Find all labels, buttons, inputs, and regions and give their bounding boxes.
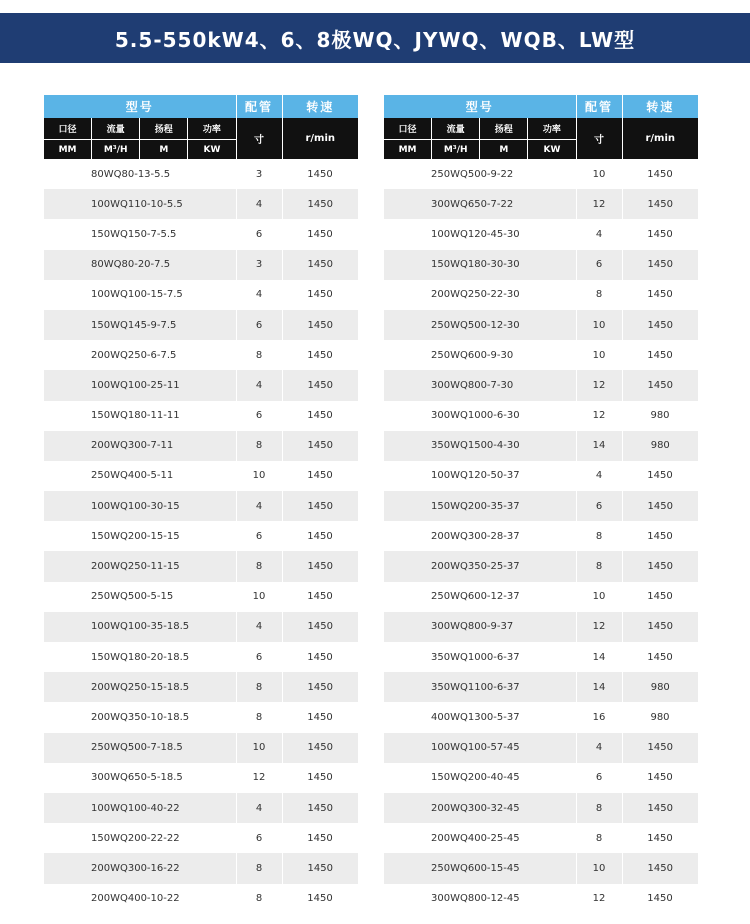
- cell-model: 100WQ100-25-11: [44, 370, 236, 400]
- table-row: [44, 189, 358, 219]
- table-row: [384, 793, 698, 823]
- header-flow: 流量: [432, 118, 480, 139]
- cell-pipe: 10: [576, 582, 622, 612]
- table-row: [44, 612, 358, 642]
- table-row: [384, 884, 698, 914]
- cell-speed: 1450: [622, 582, 698, 612]
- cell-speed: 1450: [282, 189, 358, 219]
- unit-power: KW: [203, 144, 221, 155]
- cell-pipe: 8: [576, 823, 622, 853]
- unit-pipe: 寸: [576, 118, 622, 159]
- cell-pipe: 6: [576, 250, 622, 280]
- header-flow: 流量: [92, 118, 140, 139]
- cell-model: 150WQ200-40-45: [384, 763, 576, 793]
- cell-speed: 1450: [282, 370, 358, 400]
- table-row: [44, 702, 358, 732]
- cell-speed: 1450: [622, 461, 698, 491]
- header-power: 功率: [542, 125, 561, 135]
- header-pipe: 配管: [236, 95, 282, 118]
- cell-pipe: 14: [576, 642, 622, 672]
- cell-model: 150WQ145-9-7.5: [44, 310, 236, 340]
- cell-model: 100WQ100-30-15: [44, 491, 236, 521]
- table-row: [384, 189, 698, 219]
- cell-speed: 1450: [622, 642, 698, 672]
- cell-speed: 1450: [622, 340, 698, 370]
- cell-speed: 1450: [622, 521, 698, 551]
- unit-pipe: 寸: [236, 118, 282, 159]
- unit-flow: M³/H: [92, 140, 140, 159]
- cell-speed: 1450: [282, 491, 358, 521]
- cell-model: 250WQ500-7-18.5: [44, 733, 236, 763]
- cell-speed: 1450: [282, 823, 358, 853]
- cell-model: 300WQ800-12-45: [384, 884, 576, 914]
- cell-model: 300WQ800-7-30: [384, 370, 576, 400]
- cell-speed: 1450: [282, 461, 358, 491]
- cell-speed: 980: [622, 702, 698, 732]
- cell-speed: 980: [622, 672, 698, 702]
- cell-model: 200WQ350-25-37: [384, 551, 576, 581]
- cell-model: 250WQ600-15-45: [384, 853, 576, 883]
- table-row: [44, 642, 358, 672]
- table-row: [384, 853, 698, 883]
- cell-speed: 1450: [622, 823, 698, 853]
- cell-pipe: 12: [236, 763, 282, 793]
- cell-speed: 1450: [282, 280, 358, 310]
- cell-speed: 1450: [282, 219, 358, 249]
- cell-model: 300WQ1000-6-30: [384, 401, 576, 431]
- cell-pipe: 4: [576, 461, 622, 491]
- cell-speed: 1450: [622, 763, 698, 793]
- cell-pipe: 4: [236, 370, 282, 400]
- cell-pipe: 8: [236, 340, 282, 370]
- table-row: [44, 370, 358, 400]
- unit-flow: M³/H: [432, 140, 480, 159]
- cell-speed: 1450: [282, 340, 358, 370]
- table-row: [384, 521, 698, 551]
- cell-pipe: 8: [236, 853, 282, 883]
- cell-pipe: 4: [236, 793, 282, 823]
- table-row: [44, 884, 358, 914]
- cell-pipe: 8: [236, 431, 282, 461]
- cell-pipe: 3: [236, 250, 282, 280]
- table-row: [44, 250, 358, 280]
- cell-pipe: 16: [576, 702, 622, 732]
- cell-speed: 1450: [282, 431, 358, 461]
- cell-model: 200WQ350-10-18.5: [44, 702, 236, 732]
- table-row: [384, 159, 698, 189]
- table-row: [44, 401, 358, 431]
- table-row: [44, 793, 358, 823]
- cell-model: 200WQ400-25-45: [384, 823, 576, 853]
- cell-pipe: 6: [236, 642, 282, 672]
- cell-model: 200WQ250-22-30: [384, 280, 576, 310]
- cell-model: 150WQ200-15-15: [44, 521, 236, 551]
- header-caliber: 口径: [44, 118, 92, 139]
- table-row: [44, 461, 358, 491]
- cell-speed: 1450: [622, 219, 698, 249]
- cell-pipe: 8: [236, 702, 282, 732]
- table-row: [384, 763, 698, 793]
- cell-pipe: 14: [576, 431, 622, 461]
- cell-pipe: 6: [576, 763, 622, 793]
- cell-model: 150WQ180-20-18.5: [44, 642, 236, 672]
- cell-model: 200WQ300-7-11: [44, 431, 236, 461]
- table-row: [44, 431, 358, 461]
- table-row: [384, 280, 698, 310]
- unit-caliber: MM: [44, 140, 92, 159]
- table-row: [44, 582, 358, 612]
- spec-table-right: [384, 95, 698, 914]
- cell-model: 200WQ250-15-18.5: [44, 672, 236, 702]
- unit-power: KW: [543, 144, 561, 155]
- cell-speed: 1450: [282, 310, 358, 340]
- cell-speed: 1450: [622, 250, 698, 280]
- cell-pipe: 6: [236, 521, 282, 551]
- cell-speed: 1450: [282, 159, 358, 189]
- cell-speed: 1450: [622, 370, 698, 400]
- table-row: [44, 491, 358, 521]
- cell-model: 250WQ500-12-30: [384, 310, 576, 340]
- cell-speed: 1450: [622, 853, 698, 883]
- cell-model: 100WQ120-45-30: [384, 219, 576, 249]
- unit-speed: r/min: [622, 118, 698, 159]
- page-title: 5.5-550kW4、6、8极WQ、JYWQ、WQB、LW型: [114, 27, 636, 52]
- cell-model: 250WQ500-9-22: [384, 159, 576, 189]
- cell-pipe: 8: [236, 551, 282, 581]
- cell-pipe: 10: [576, 159, 622, 189]
- cell-model: 100WQ100-35-18.5: [44, 612, 236, 642]
- cell-pipe: 8: [576, 521, 622, 551]
- header-speed: 转速: [282, 95, 358, 118]
- header-power: 功率: [202, 125, 221, 135]
- cell-pipe: 4: [236, 491, 282, 521]
- cell-model: 350WQ1500-4-30: [384, 431, 576, 461]
- cell-speed: 1450: [282, 582, 358, 612]
- table-row: [44, 310, 358, 340]
- table-row: [384, 340, 698, 370]
- cell-pipe: 10: [576, 340, 622, 370]
- header-speed: 转速: [622, 95, 698, 118]
- cell-speed: 1450: [622, 551, 698, 581]
- cell-speed: 1450: [282, 763, 358, 793]
- table-row: [44, 159, 358, 189]
- cell-speed: 1450: [282, 702, 358, 732]
- table-row: [44, 672, 358, 702]
- cell-pipe: 8: [236, 672, 282, 702]
- cell-model: 250WQ600-9-30: [384, 340, 576, 370]
- table-row: [384, 582, 698, 612]
- header-head: 扬程: [140, 118, 188, 139]
- cell-pipe: 10: [576, 310, 622, 340]
- cell-speed: 1450: [622, 884, 698, 914]
- header-params: [384, 118, 576, 159]
- cell-speed: 980: [622, 431, 698, 461]
- cell-pipe: 12: [576, 189, 622, 219]
- table-row: [384, 401, 698, 431]
- header-params: [44, 118, 236, 159]
- unit-head: M: [140, 140, 188, 159]
- header-head: 扬程: [480, 118, 528, 139]
- cell-pipe: 8: [236, 884, 282, 914]
- table-row: [44, 340, 358, 370]
- table-row: [384, 612, 698, 642]
- cell-model: 100WQ100-40-22: [44, 793, 236, 823]
- header-model: 型号: [44, 95, 236, 118]
- cell-model: 100WQ110-10-5.5: [44, 189, 236, 219]
- cell-speed: 1450: [622, 612, 698, 642]
- cell-speed: 1450: [282, 521, 358, 551]
- table-row: [44, 823, 358, 853]
- cell-pipe: 4: [576, 733, 622, 763]
- cell-pipe: 6: [236, 219, 282, 249]
- cell-speed: 1450: [622, 793, 698, 823]
- cell-model: 150WQ200-22-22: [44, 823, 236, 853]
- cell-model: 150WQ180-30-30: [384, 250, 576, 280]
- table-row: [384, 310, 698, 340]
- cell-model: 300WQ650-5-18.5: [44, 763, 236, 793]
- cell-model: 80WQ80-13-5.5: [44, 159, 236, 189]
- table-row: [44, 853, 358, 883]
- cell-speed: 1450: [282, 793, 358, 823]
- table-row: [44, 551, 358, 581]
- table-row: [44, 763, 358, 793]
- cell-pipe: 12: [576, 370, 622, 400]
- cell-model: 400WQ1300-5-37: [384, 702, 576, 732]
- cell-speed: 1450: [622, 189, 698, 219]
- cell-speed: 1450: [282, 401, 358, 431]
- cell-pipe: 12: [576, 612, 622, 642]
- table-row: [384, 431, 698, 461]
- title-banner: [0, 13, 750, 63]
- table-row: [384, 702, 698, 732]
- table-row: [384, 491, 698, 521]
- cell-pipe: 12: [576, 401, 622, 431]
- cell-pipe: 10: [576, 853, 622, 883]
- table-row: [384, 823, 698, 853]
- table-row: [384, 219, 698, 249]
- cell-model: 200WQ300-32-45: [384, 793, 576, 823]
- cell-model: 150WQ200-35-37: [384, 491, 576, 521]
- cell-model: 300WQ650-7-22: [384, 189, 576, 219]
- cell-speed: 1450: [622, 280, 698, 310]
- cell-speed: 980: [622, 401, 698, 431]
- header-caliber: 口径: [384, 118, 432, 139]
- cell-model: 300WQ800-9-37: [384, 612, 576, 642]
- cell-pipe: 10: [236, 733, 282, 763]
- cell-model: 200WQ400-10-22: [44, 884, 236, 914]
- cell-speed: 1450: [282, 642, 358, 672]
- table-row: [384, 461, 698, 491]
- cell-speed: 1450: [622, 159, 698, 189]
- cell-speed: 1450: [282, 884, 358, 914]
- table-row: [384, 642, 698, 672]
- cell-pipe: 8: [576, 280, 622, 310]
- table-row: [44, 280, 358, 310]
- cell-pipe: 14: [576, 672, 622, 702]
- cell-speed: 1450: [622, 733, 698, 763]
- cell-pipe: 4: [236, 280, 282, 310]
- spec-table-left-body: [44, 159, 358, 914]
- cell-model: 200WQ300-16-22: [44, 853, 236, 883]
- spec-table-right-body: [384, 159, 698, 914]
- cell-model: 250WQ600-12-37: [384, 582, 576, 612]
- cell-speed: 1450: [282, 250, 358, 280]
- header-model: 型号: [384, 95, 576, 118]
- cell-model: 100WQ120-50-37: [384, 461, 576, 491]
- cell-pipe: 10: [236, 582, 282, 612]
- cell-pipe: 10: [236, 461, 282, 491]
- cell-model: 150WQ150-7-5.5: [44, 219, 236, 249]
- cell-speed: 1450: [282, 733, 358, 763]
- cell-pipe: 8: [576, 793, 622, 823]
- cell-model: 80WQ80-20-7.5: [44, 250, 236, 280]
- header-pipe: 配管: [576, 95, 622, 118]
- cell-pipe: 12: [576, 884, 622, 914]
- cell-model: 250WQ400-5-11: [44, 461, 236, 491]
- table-row: [44, 219, 358, 249]
- table-row: [384, 250, 698, 280]
- table-row: [384, 733, 698, 763]
- cell-model: 200WQ250-11-15: [44, 551, 236, 581]
- cell-model: 350WQ1100-6-37: [384, 672, 576, 702]
- cell-pipe: 8: [576, 551, 622, 581]
- cell-pipe: 3: [236, 159, 282, 189]
- cell-pipe: 6: [236, 310, 282, 340]
- table-row: [44, 733, 358, 763]
- cell-model: 100WQ100-15-7.5: [44, 280, 236, 310]
- cell-speed: 1450: [622, 310, 698, 340]
- cell-pipe: 4: [236, 612, 282, 642]
- cell-model: 200WQ250-6-7.5: [44, 340, 236, 370]
- table-row: [384, 551, 698, 581]
- table-row: [384, 370, 698, 400]
- unit-caliber: MM: [384, 140, 432, 159]
- cell-pipe: 6: [236, 823, 282, 853]
- cell-pipe: 6: [236, 401, 282, 431]
- unit-head: M: [480, 140, 528, 159]
- cell-model: 150WQ180-11-11: [44, 401, 236, 431]
- cell-model: 200WQ300-28-37: [384, 521, 576, 551]
- table-row: [384, 672, 698, 702]
- cell-speed: 1450: [282, 853, 358, 883]
- cell-pipe: 4: [576, 219, 622, 249]
- cell-pipe: 6: [576, 491, 622, 521]
- cell-speed: 1450: [282, 551, 358, 581]
- spec-table-left: [44, 95, 358, 914]
- table-row: [44, 521, 358, 551]
- cell-speed: 1450: [622, 491, 698, 521]
- cell-model: 350WQ1000-6-37: [384, 642, 576, 672]
- cell-model: 100WQ100-57-45: [384, 733, 576, 763]
- unit-speed: r/min: [282, 118, 358, 159]
- cell-model: 250WQ500-5-15: [44, 582, 236, 612]
- cell-speed: 1450: [282, 672, 358, 702]
- cell-speed: 1450: [282, 612, 358, 642]
- cell-pipe: 4: [236, 189, 282, 219]
